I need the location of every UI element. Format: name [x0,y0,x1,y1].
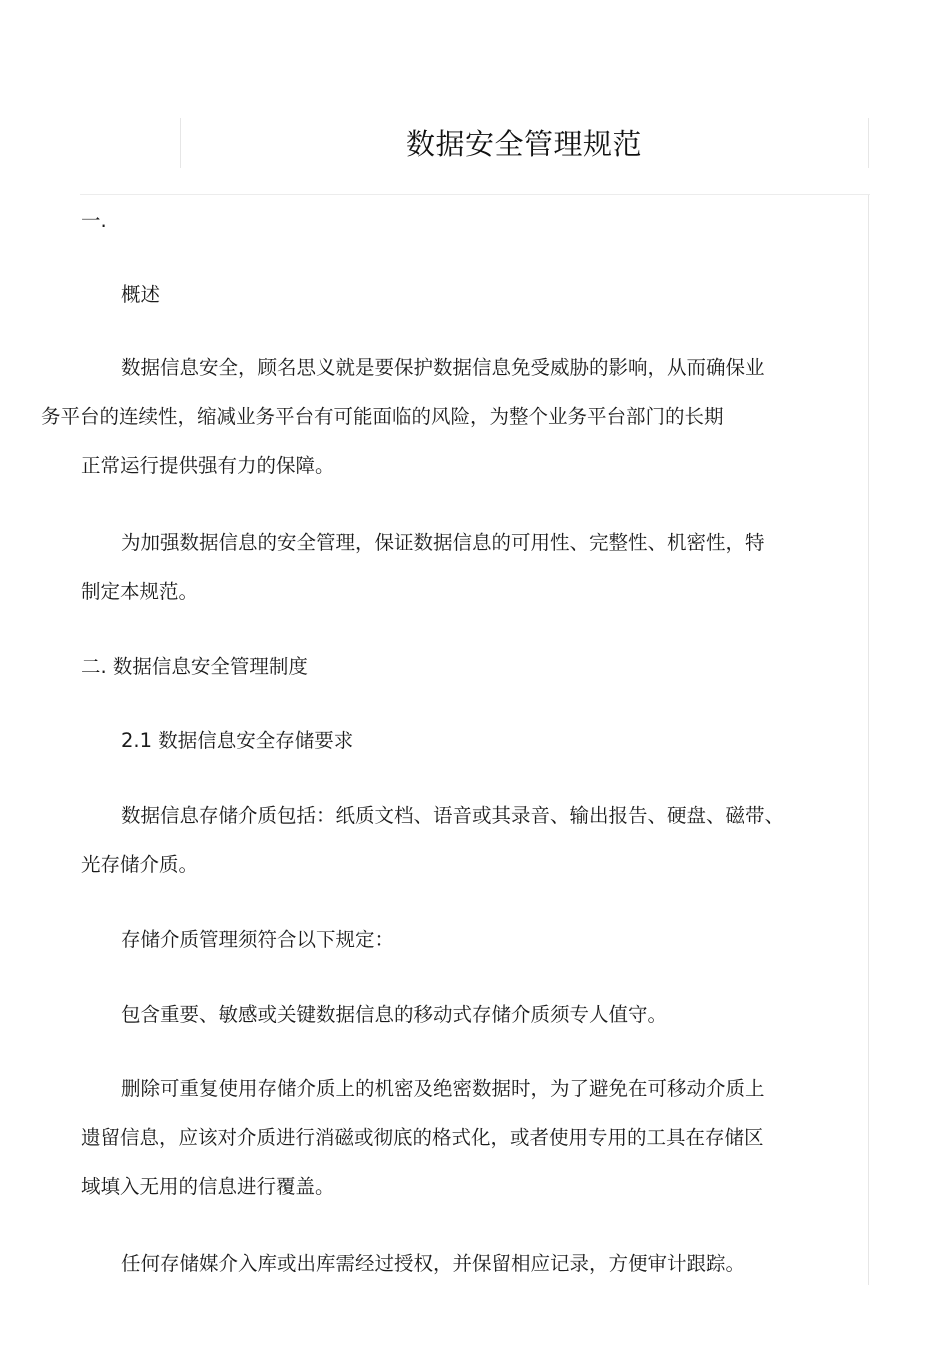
header-divider [80,194,870,195]
section-1-heading: 一. [81,209,107,232]
content-right-border [868,195,869,1285]
paragraph-data-security-definition [41,343,823,490]
overview-label: 概述 [121,283,161,306]
paragraph-line: 数据信息存储介质包括：纸质文档、语音或其录音、输出报告、硬盘、磁带、 [121,804,785,827]
paragraph-line: 务平台的连续性，缩减业务平台有可能面临的风险，为整个业务平台部门的长期 [41,405,724,428]
document-title: 数据安全管理规范 [405,127,642,161]
paragraph-line: 正常运行提供强有力的保障。 [81,454,335,477]
section-2-heading: 二. 数据信息安全管理制度 [81,655,308,678]
paragraph-storage-media [81,791,823,889]
paragraph-media-authorization: 任何存储媒介入库或出库需经过授权，并保留相应记录，方便审计跟踪。 [121,1252,746,1275]
paragraph-line: 删除可重复使用存储介质上的机密及绝密数据时，为了避免在可移动介质上 [121,1077,765,1100]
paragraph-line: 数据信息安全，顾名思义就是要保护数据信息免受威胁的影响，从而确保业 [121,356,765,379]
paragraph-line: 制定本规范。 [81,580,199,603]
paragraph-storage-rules-intro: 存储介质管理须符合以下规定： [121,928,395,951]
paragraph-mobile-media-custody: 包含重要、敏感或关键数据信息的移动式存储介质须专人值守。 [121,1003,668,1026]
paragraph-purpose [81,518,823,616]
paragraph-media-erasure [81,1064,823,1211]
paragraph-line: 域填入无用的信息进行覆盖。 [81,1175,335,1198]
subsection-2-1-heading: 2.1 数据信息安全存储要求 [121,729,354,752]
title-right-border [868,118,869,168]
paragraph-line: 光存储介质。 [81,853,199,876]
paragraph-line: 遗留信息，应该对介质进行消磁或彻底的格式化，或者使用专用的工具在存储区 [81,1126,764,1149]
paragraph-line: 为加强数据信息的安全管理，保证数据信息的可用性、完整性、机密性，特 [121,531,765,554]
